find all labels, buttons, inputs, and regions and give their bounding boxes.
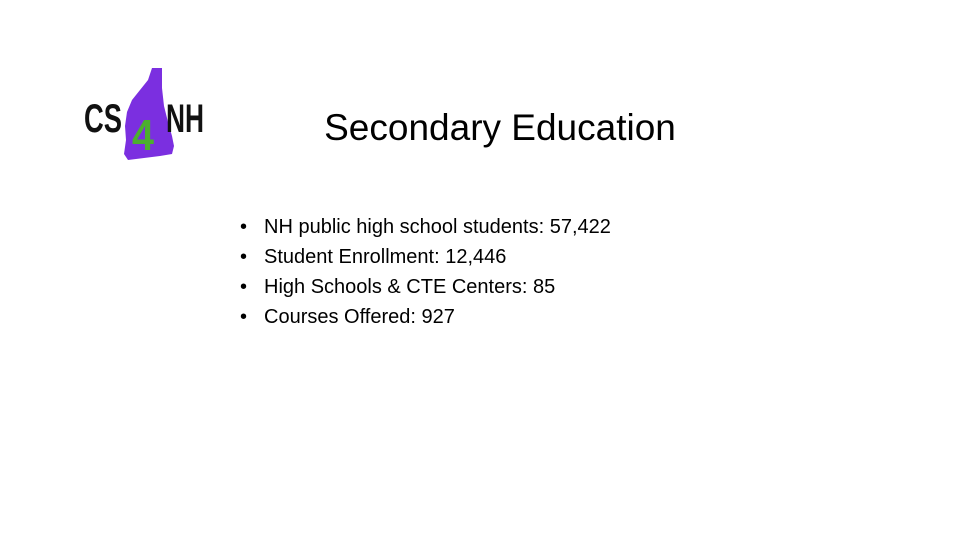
slide-title: Secondary Education bbox=[324, 107, 676, 148]
bullet-dot: • bbox=[240, 246, 248, 268]
bullet-item bbox=[240, 272, 611, 302]
bullet-dot: • bbox=[240, 216, 248, 238]
logo-text-4: 4 bbox=[132, 111, 155, 160]
logo-text-nh: NH bbox=[166, 97, 204, 141]
bullet-item bbox=[240, 302, 611, 332]
bullet-text: High Schools & CTE Centers: 85 bbox=[264, 276, 556, 298]
bullet-text: NH public high school students: 57,422 bbox=[264, 216, 611, 238]
bullet-list bbox=[240, 212, 611, 332]
cs4nh-logo-graphic bbox=[82, 66, 206, 164]
bullet-dot: • bbox=[240, 276, 248, 298]
bullet-dot: • bbox=[240, 306, 248, 328]
logo-text-cs: CS bbox=[84, 97, 122, 141]
bullet-item bbox=[240, 212, 611, 242]
bullet-text: Student Enrollment: 12,446 bbox=[264, 246, 507, 268]
cs4nh-logo bbox=[82, 66, 206, 164]
bullet-item bbox=[240, 242, 611, 272]
bullet-text: Courses Offered: 927 bbox=[264, 306, 455, 328]
